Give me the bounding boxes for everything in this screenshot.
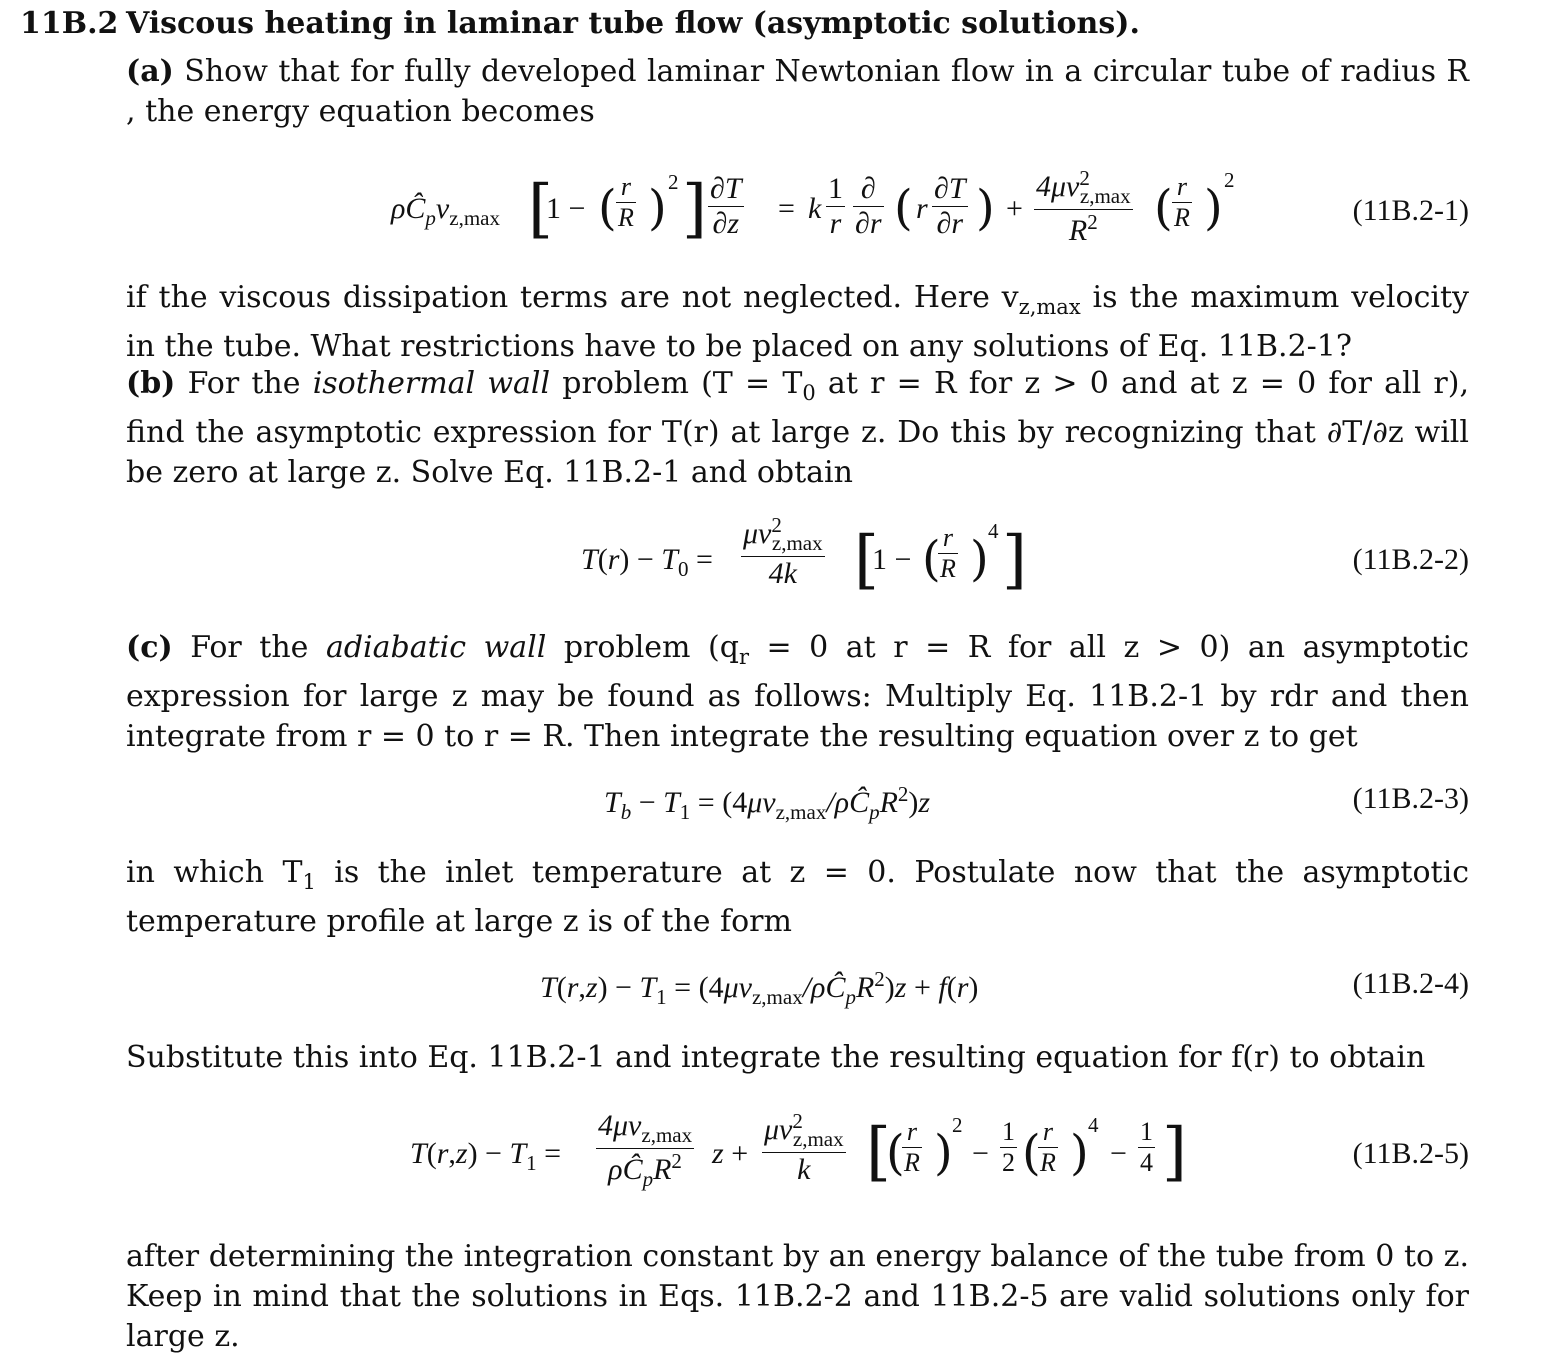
eq1-lhs-prefactor: $\rho Ĉ_pv_{z,max}$: [391, 192, 500, 230]
part-b-label: (b): [126, 366, 176, 401]
eq5-label: (11B.2-5): [1352, 1137, 1469, 1170]
equation-11B2-2: $T(r) - T_0$ = $\mu v^2_{z,max}$ 4k [ 1 − ( $\frac{r}{R}$ ) 4 ] (11B.2-2): [581, 513, 1469, 597]
after-eq4-paragraph: Substitute this into Eq. 11B.2-1 and integrate the resulting equation for f(r) to obtain: [126, 1040, 1426, 1075]
problem-title: Viscous heating in laminar tube flow (asymptotic solutions).: [126, 6, 1140, 41]
part-a-label: (a): [126, 54, 174, 89]
after-eq1-paragraph: if the viscous dissipation terms are not neglected. Here $v_{z,max}$ is the maximum velocity in the tube. What restrictions have to be placed on any solutions of Eq. 11B.2-1?: [126, 280, 1469, 364]
equation-11B2-1: $\rho Ĉ_pv_{z,max}$ [ 1 − ( $\frac{r}{R}$ ) 2 ] $\frac{\partial T}{\partial z}$ = k $\frac{1}{r}$ ∂ ∂r ( r $\frac{\partial T}{\partial r}$ ) + $4\mu v^2_{z,max}$ $R^2$ ( $\frac{r}{R}$ ) 2 (11B.2-1): [391, 166, 1469, 247]
part-c-paragraph: (c) For the adiabatic wall problem ($q_r = 0$ at r = R for all z > 0) an asymptotic expression for large z may be found as follows: Multiply Eq. 11B.2-1 by rdr and then integrate from r = 0 to r = R. Then integrate the resulting equation over z to get: [126, 630, 1470, 754]
after-eq3-paragraph: in which $T_1$ is the inlet temperature at z = 0. Postulate now that the asymptotic temperature profile at large z is of the form: [126, 855, 1469, 939]
equation-11B2-4: $T(r,z) - T_1$ = $(4\mu v_{z,max}/\rho Ĉ_pR^2)z + f(r)$ (11B.2-4): [540, 967, 1469, 1009]
equation-11B2-5: $T(r,z) - T_1$ = $4\mu v_{z,max}$ $\rho Ĉ_pR^2$ z + $\mu v^2_{z,max}$ k [ ( $\frac{r}{R}$ ) 2 − $\frac{1}{2}$ ( $\frac{r}{R}$ ) 4 − $\frac{1}{4}$ ] (11B.2-5): [410, 1109, 1469, 1191]
closing-paragraph: after determining the integration constant by an energy balance of the tube from 0 to z. Keep in mind that the solutions in Eqs. 11B.2-2 and 11B.2-5 are valid solutions only for large z.: [126, 1239, 1469, 1354]
part-a-text: Show that for fully developed laminar Newtonian flow in a circular tube of radius R , the energy equation becomes: [126, 54, 1469, 129]
equation-11B2-3: $T_b - T_1$ = $(4\mu v_{z,max}/\rho Ĉ_pR^2)z$ (11B.2-3): [604, 782, 1469, 824]
part-b-paragraph: (b) For the isothermal wall problem ($T = T_0$ at r = R for z > 0 and at z = 0 for all r), find the asymptotic expression for T(r) at large z. Do this by recognizing that ∂T/∂z will be zero at large z. Solve Eq. 11B.2-1 and obtain: [126, 366, 1469, 490]
part-c-label: (c): [126, 630, 173, 665]
part-a-paragraph: [126, 52, 1469, 132]
problem-number: 11B.2: [20, 6, 119, 41]
eq4-label: (11B.2-4): [1352, 967, 1469, 1000]
eq3-label: (11B.2-3): [1352, 782, 1469, 815]
eq1-label: (11B.2-1): [1352, 194, 1469, 227]
eq2-label: (11B.2-2): [1352, 543, 1469, 576]
problem-header: [20, 6, 1140, 41]
